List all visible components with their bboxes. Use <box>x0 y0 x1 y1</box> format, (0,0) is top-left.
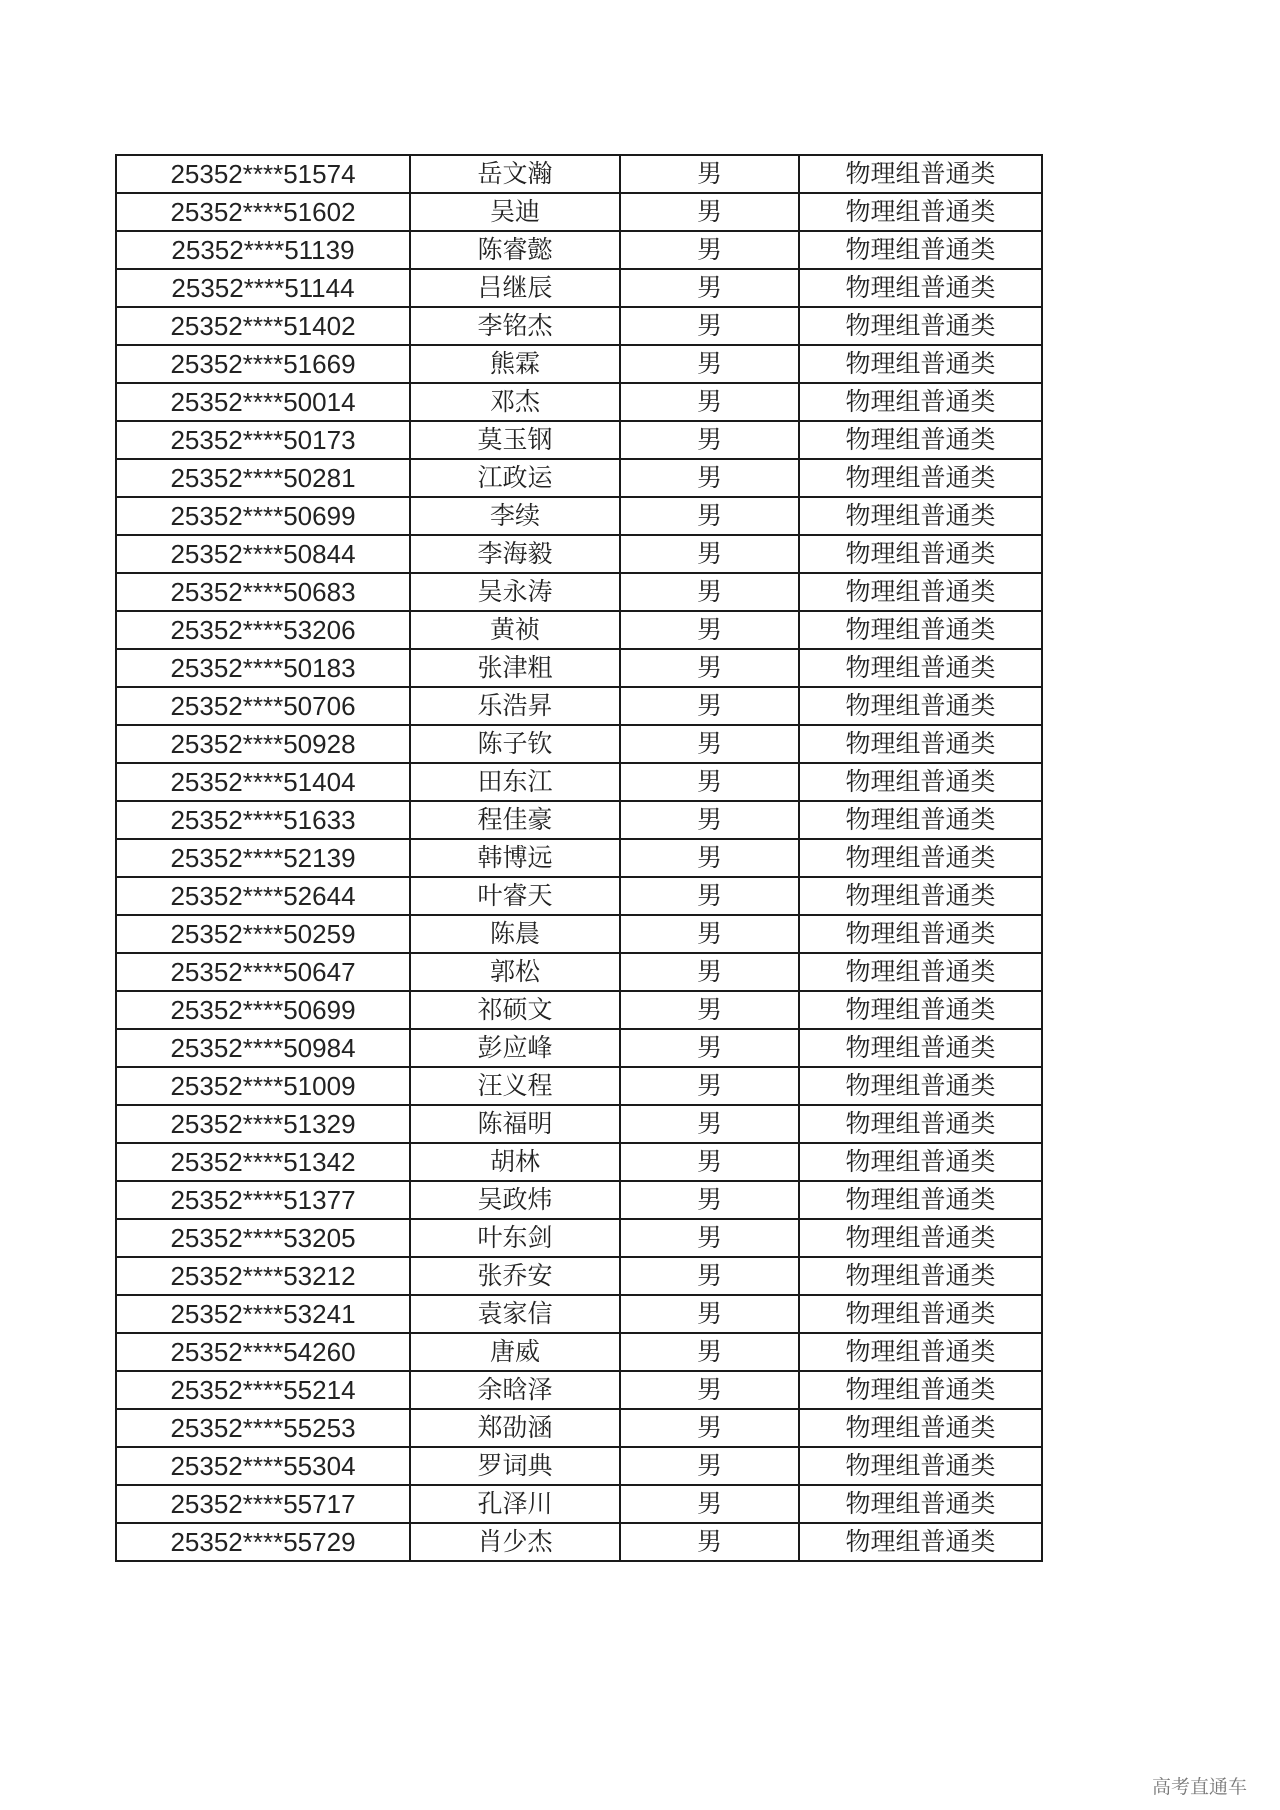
table-row <box>116 345 1042 383</box>
gender-cell: 男 <box>620 1295 799 1333</box>
name-cell: 祁硕文 <box>410 991 620 1029</box>
name-cell: 陈晨 <box>410 915 620 953</box>
candidate-id-cell: 25352****50014 <box>116 383 410 421</box>
category-cell: 物理组普通类 <box>799 1409 1042 1447</box>
table-row <box>116 421 1042 459</box>
table-row <box>116 231 1042 269</box>
candidate-id-cell: 25352****50928 <box>116 725 410 763</box>
name-cell: 孔泽川 <box>410 1485 620 1523</box>
gender-cell: 男 <box>620 839 799 877</box>
category-cell: 物理组普通类 <box>799 573 1042 611</box>
table-row <box>116 801 1042 839</box>
candidate-id-cell: 25352****53205 <box>116 1219 410 1257</box>
candidate-id-cell: 25352****51139 <box>116 231 410 269</box>
name-cell: 郑劭涵 <box>410 1409 620 1447</box>
name-cell: 汪义程 <box>410 1067 620 1105</box>
category-cell: 物理组普通类 <box>799 991 1042 1029</box>
category-cell: 物理组普通类 <box>799 1371 1042 1409</box>
name-cell: 邓杰 <box>410 383 620 421</box>
table-row <box>116 1295 1042 1333</box>
gender-cell: 男 <box>620 1409 799 1447</box>
name-cell: 罗词典 <box>410 1447 620 1485</box>
name-cell: 程佳豪 <box>410 801 620 839</box>
candidate-id-cell: 25352****55729 <box>116 1523 410 1561</box>
candidate-id-cell: 25352****50984 <box>116 1029 410 1067</box>
table-row <box>116 1257 1042 1295</box>
table-row <box>116 611 1042 649</box>
candidate-id-cell: 25352****51669 <box>116 345 410 383</box>
gender-cell: 男 <box>620 269 799 307</box>
category-cell: 物理组普通类 <box>799 421 1042 459</box>
category-cell: 物理组普通类 <box>799 535 1042 573</box>
candidate-id-cell: 25352****50173 <box>116 421 410 459</box>
category-cell: 物理组普通类 <box>799 1219 1042 1257</box>
gender-cell: 男 <box>620 383 799 421</box>
gender-cell: 男 <box>620 877 799 915</box>
category-cell: 物理组普通类 <box>799 1181 1042 1219</box>
name-cell: 叶睿天 <box>410 877 620 915</box>
name-cell: 郭松 <box>410 953 620 991</box>
category-cell: 物理组普通类 <box>799 1067 1042 1105</box>
gender-cell: 男 <box>620 1143 799 1181</box>
table-row <box>116 459 1042 497</box>
candidate-id-cell: 25352****55253 <box>116 1409 410 1447</box>
gender-cell: 男 <box>620 345 799 383</box>
candidate-id-cell: 25352****52139 <box>116 839 410 877</box>
candidate-id-cell: 25352****50683 <box>116 573 410 611</box>
table-row <box>116 991 1042 1029</box>
table-row <box>116 1143 1042 1181</box>
gender-cell: 男 <box>620 1523 799 1561</box>
gender-cell: 男 <box>620 573 799 611</box>
gender-cell: 男 <box>620 459 799 497</box>
candidate-id-cell: 25352****51144 <box>116 269 410 307</box>
table-row <box>116 877 1042 915</box>
category-cell: 物理组普通类 <box>799 801 1042 839</box>
category-cell: 物理组普通类 <box>799 915 1042 953</box>
name-cell: 江政运 <box>410 459 620 497</box>
table-row <box>116 649 1042 687</box>
category-cell: 物理组普通类 <box>799 611 1042 649</box>
gender-cell: 男 <box>620 307 799 345</box>
category-cell: 物理组普通类 <box>799 345 1042 383</box>
name-cell: 田东江 <box>410 763 620 801</box>
table-row <box>116 383 1042 421</box>
category-cell: 物理组普通类 <box>799 725 1042 763</box>
table-row <box>116 915 1042 953</box>
category-cell: 物理组普通类 <box>799 155 1042 193</box>
table-row <box>116 307 1042 345</box>
category-cell: 物理组普通类 <box>799 1333 1042 1371</box>
gender-cell: 男 <box>620 1485 799 1523</box>
gender-cell: 男 <box>620 155 799 193</box>
name-cell: 唐威 <box>410 1333 620 1371</box>
candidate-id-cell: 25352****53206 <box>116 611 410 649</box>
candidate-id-cell: 25352****53212 <box>116 1257 410 1295</box>
table-row <box>116 269 1042 307</box>
candidate-id-cell: 25352****50699 <box>116 991 410 1029</box>
name-cell: 陈子钦 <box>410 725 620 763</box>
category-cell: 物理组普通类 <box>799 953 1042 991</box>
category-cell: 物理组普通类 <box>799 763 1042 801</box>
name-cell: 韩博远 <box>410 839 620 877</box>
name-cell: 吴政炜 <box>410 1181 620 1219</box>
gender-cell: 男 <box>620 1067 799 1105</box>
candidate-id-cell: 25352****51377 <box>116 1181 410 1219</box>
category-cell: 物理组普通类 <box>799 231 1042 269</box>
candidate-id-cell: 25352****50259 <box>116 915 410 953</box>
table-row <box>116 1105 1042 1143</box>
table-row <box>116 763 1042 801</box>
candidate-id-cell: 25352****51633 <box>116 801 410 839</box>
category-cell: 物理组普通类 <box>799 1257 1042 1295</box>
name-cell: 陈睿懿 <box>410 231 620 269</box>
admission-list-table <box>115 154 1043 1562</box>
gender-cell: 男 <box>620 1105 799 1143</box>
name-cell: 岳文瀚 <box>410 155 620 193</box>
candidate-id-cell: 25352****51342 <box>116 1143 410 1181</box>
table-row <box>116 1067 1042 1105</box>
gender-cell: 男 <box>620 1333 799 1371</box>
table-row <box>116 1219 1042 1257</box>
gender-cell: 男 <box>620 611 799 649</box>
candidate-id-cell: 25352****50844 <box>116 535 410 573</box>
name-cell: 吕继辰 <box>410 269 620 307</box>
gender-cell: 男 <box>620 801 799 839</box>
candidate-id-cell: 25352****51602 <box>116 193 410 231</box>
gender-cell: 男 <box>620 953 799 991</box>
gender-cell: 男 <box>620 421 799 459</box>
candidate-id-cell: 25352****50183 <box>116 649 410 687</box>
candidate-id-cell: 25352****54260 <box>116 1333 410 1371</box>
name-cell: 乐浩昇 <box>410 687 620 725</box>
category-cell: 物理组普通类 <box>799 687 1042 725</box>
gender-cell: 男 <box>620 1219 799 1257</box>
name-cell: 胡林 <box>410 1143 620 1181</box>
name-cell: 张乔安 <box>410 1257 620 1295</box>
table-row <box>116 155 1042 193</box>
name-cell: 袁家信 <box>410 1295 620 1333</box>
category-cell: 物理组普通类 <box>799 1485 1042 1523</box>
table-row <box>116 1485 1042 1523</box>
candidate-id-cell: 25352****50699 <box>116 497 410 535</box>
gender-cell: 男 <box>620 649 799 687</box>
gender-cell: 男 <box>620 687 799 725</box>
table-row <box>116 1181 1042 1219</box>
gender-cell: 男 <box>620 763 799 801</box>
category-cell: 物理组普通类 <box>799 649 1042 687</box>
category-cell: 物理组普通类 <box>799 1447 1042 1485</box>
category-cell: 物理组普通类 <box>799 839 1042 877</box>
candidate-id-cell: 25352****51402 <box>116 307 410 345</box>
gender-cell: 男 <box>620 1447 799 1485</box>
candidate-id-cell: 25352****51574 <box>116 155 410 193</box>
name-cell: 黄祯 <box>410 611 620 649</box>
name-cell: 李铭杰 <box>410 307 620 345</box>
table-row <box>116 497 1042 535</box>
category-cell: 物理组普通类 <box>799 1143 1042 1181</box>
category-cell: 物理组普通类 <box>799 1523 1042 1561</box>
gender-cell: 男 <box>620 535 799 573</box>
candidate-id-cell: 25352****53241 <box>116 1295 410 1333</box>
table-row <box>116 687 1042 725</box>
category-cell: 物理组普通类 <box>799 383 1042 421</box>
table-row <box>116 1333 1042 1371</box>
gender-cell: 男 <box>620 725 799 763</box>
candidate-id-cell: 25352****51329 <box>116 1105 410 1143</box>
name-cell: 李海毅 <box>410 535 620 573</box>
table-row <box>116 953 1042 991</box>
name-cell: 熊霖 <box>410 345 620 383</box>
gender-cell: 男 <box>620 1371 799 1409</box>
gender-cell: 男 <box>620 1181 799 1219</box>
name-cell: 肖少杰 <box>410 1523 620 1561</box>
table-row <box>116 1523 1042 1561</box>
category-cell: 物理组普通类 <box>799 877 1042 915</box>
table-row <box>116 1409 1042 1447</box>
gender-cell: 男 <box>620 1257 799 1295</box>
gender-cell: 男 <box>620 497 799 535</box>
category-cell: 物理组普通类 <box>799 1105 1042 1143</box>
name-cell: 吴迪 <box>410 193 620 231</box>
table-row <box>116 193 1042 231</box>
gender-cell: 男 <box>620 193 799 231</box>
watermark: 高考直通车 <box>1152 1776 1248 1798</box>
table-row <box>116 535 1042 573</box>
category-cell: 物理组普通类 <box>799 193 1042 231</box>
table-row <box>116 839 1042 877</box>
table-body <box>116 155 1042 1561</box>
candidate-id-cell: 25352****50706 <box>116 687 410 725</box>
name-cell: 叶东剑 <box>410 1219 620 1257</box>
category-cell: 物理组普通类 <box>799 269 1042 307</box>
category-cell: 物理组普通类 <box>799 307 1042 345</box>
name-cell: 莫玉钢 <box>410 421 620 459</box>
candidate-id-cell: 25352****51009 <box>116 1067 410 1105</box>
gender-cell: 男 <box>620 991 799 1029</box>
category-cell: 物理组普通类 <box>799 459 1042 497</box>
name-cell: 彭应峰 <box>410 1029 620 1067</box>
category-cell: 物理组普通类 <box>799 497 1042 535</box>
name-cell: 陈福明 <box>410 1105 620 1143</box>
name-cell: 张津粗 <box>410 649 620 687</box>
candidate-id-cell: 25352****55717 <box>116 1485 410 1523</box>
gender-cell: 男 <box>620 231 799 269</box>
category-cell: 物理组普通类 <box>799 1029 1042 1067</box>
name-cell: 余晗泽 <box>410 1371 620 1409</box>
table-row <box>116 573 1042 611</box>
name-cell: 李续 <box>410 497 620 535</box>
candidate-id-cell: 25352****55304 <box>116 1447 410 1485</box>
gender-cell: 男 <box>620 915 799 953</box>
category-cell: 物理组普通类 <box>799 1295 1042 1333</box>
candidate-id-cell: 25352****55214 <box>116 1371 410 1409</box>
candidate-id-cell: 25352****50647 <box>116 953 410 991</box>
candidate-id-cell: 25352****52644 <box>116 877 410 915</box>
table-row <box>116 1447 1042 1485</box>
table-row <box>116 1371 1042 1409</box>
name-cell: 吴永涛 <box>410 573 620 611</box>
table-row <box>116 1029 1042 1067</box>
candidate-id-cell: 25352****50281 <box>116 459 410 497</box>
gender-cell: 男 <box>620 1029 799 1067</box>
table-row <box>116 725 1042 763</box>
candidate-id-cell: 25352****51404 <box>116 763 410 801</box>
